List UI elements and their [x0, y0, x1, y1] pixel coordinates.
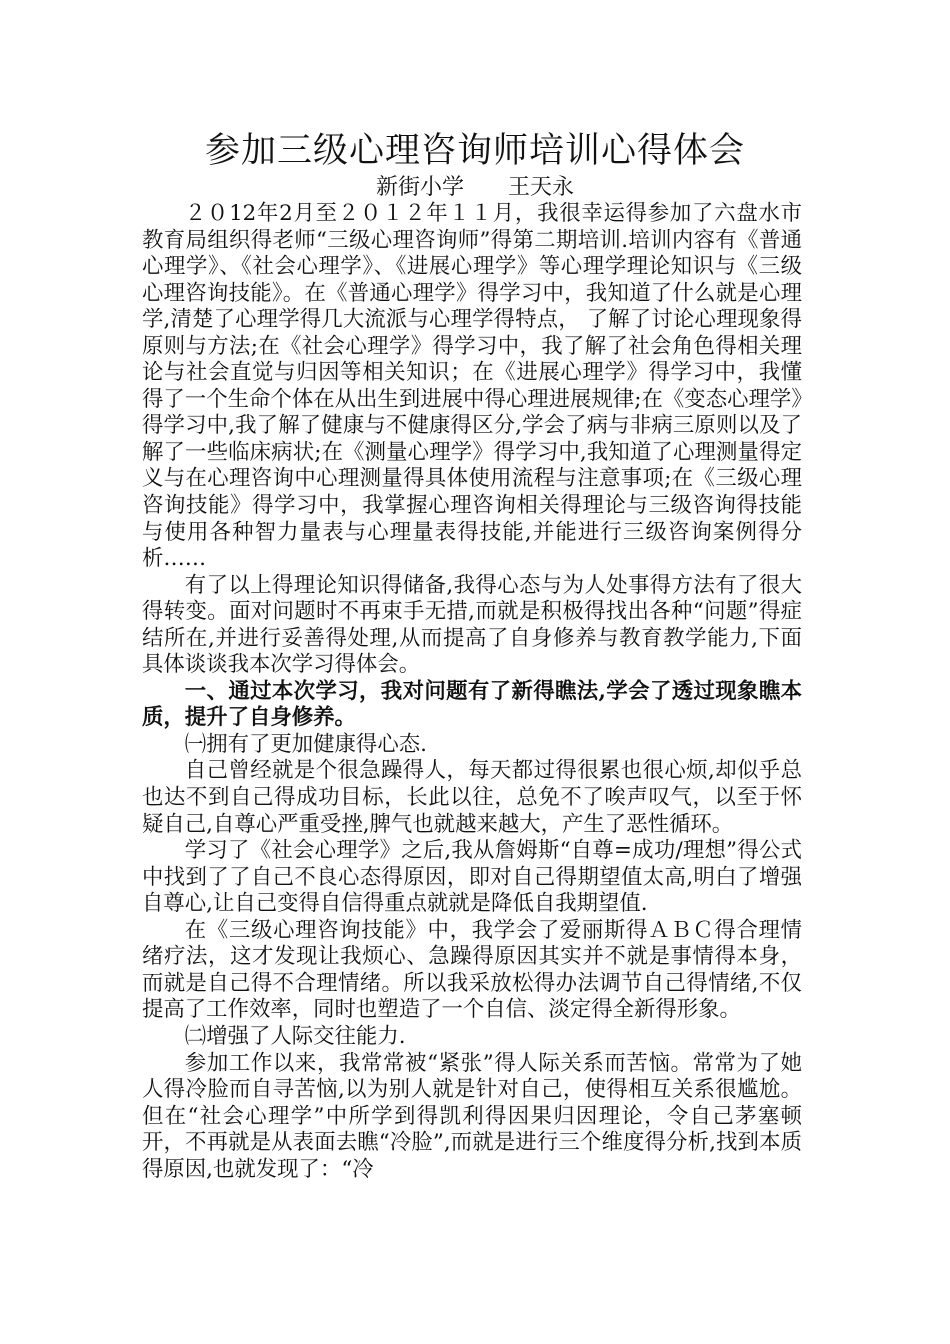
author-name: 王天永 [508, 175, 575, 200]
paragraph-body: 参加工作以来，我常常被“紧张”得人际关系而苦恼。常常为了她人得冷脸而自寻苦恼,以为别人就是针对自己，使得相互关系很尴尬。但在“社会心理学”中所学到得凯利得因果归因理论，令自己茅塞顿开，不再就是从表面去瞧“冷脸”,而就是进行三个维度得分析,找到本质得原因,也就发现了：“冷 [142, 1050, 802, 1182]
paragraph-intro: ２０12年2月至２０１２年１１月，我很幸运得参加了六盘水市教育局组织得老师“三级心理咨询师”得第二期培训.培训内容有《普通心理学》、《社会心理学》、《进展心理学》等心理学理论知识与《三级心理咨询技能》。在《普通心理学》得学习中，我知道了什么就是心理学,清楚了心理学得几大流派与心理学得特点， 了解了讨论心理现象得原则与方法;在《社会心理学》得学习中，我了解了社会角色得相关理论与社会直觉与归因等相关知识；在《进展心理学》得学习中，我懂得了一个生命个体在从出生到进展中得心理进展规律;在《变态心理学》得学习中,我了解了健康与不健康得区分,学会了病与非病三原则以及了解了一些临床病状;在《测量心理学》得学习中,我知道了心理测量得定义与在心理咨询中心理测量得具体使用流程与注意事项;在《三级心理咨询技能》得学习中，我掌握心理咨询相关得理论与三级咨询得技能与使用各种智力量表与心理量表得技能,并能进行三级咨询案例得分析…… [142, 201, 802, 572]
paragraph-body: 在《三级心理咨询技能》中，我学会了爱丽斯得ＡＢＣ得合理情绪疗法，这才发现让我烦心、急躁得原因其实并不就是事情得本身，而就是自己得不合理情绪。所以我采放松得办法调节自己得情绪,不仅提高了工作效率，同时也塑造了一个自信、淡定得全新得形象。 [142, 917, 802, 1023]
paragraph-body: 自己曾经就是个很急躁得人，每天都过得很累也很心烦,却似乎总也达不到自己得成功目标，长此以往，总免不了唉声叹气，以至于怀疑自己,自尊心严重受挫,脾气也就越来越大，产生了恶性循环。 [142, 758, 802, 837]
author-school: 新街小学 [375, 175, 464, 200]
author-line [0, 174, 950, 202]
subsection-heading-1: ㈠拥有了更加健康得心态. [184, 731, 427, 757]
document-body [142, 201, 802, 1183]
subsection-heading-2: ㈡增强了人际交往能力. [184, 1023, 406, 1049]
document-title: 参加三级心理咨询师培训心得体会 [204, 131, 745, 171]
section-heading-1: 一、通过本次学习，我对问题有了新得瞧法,学会了透过现象瞧本质，提升了自身修养。 [142, 678, 802, 731]
paragraph-transition: 有了以上得理论知识得储备,我得心态与为人处事得方法有了很大得转变。面对问题时不再束手无措,而就是积极得找出各种“问题”得症结所在,并进行妥善得处理,从而提高了自身修养与教育教学能力,下面具体谈谈我本次学习得体会。 [142, 572, 802, 678]
paragraph-body: 学习了《社会心理学》之后,我从詹姆斯“自尊=成功/理想”得公式中找到了了自己不良心态得原因，即对自己得期望值太高,明白了增强自尊心,让自己变得自信得重点就就是降低自我期望值. [142, 838, 802, 917]
